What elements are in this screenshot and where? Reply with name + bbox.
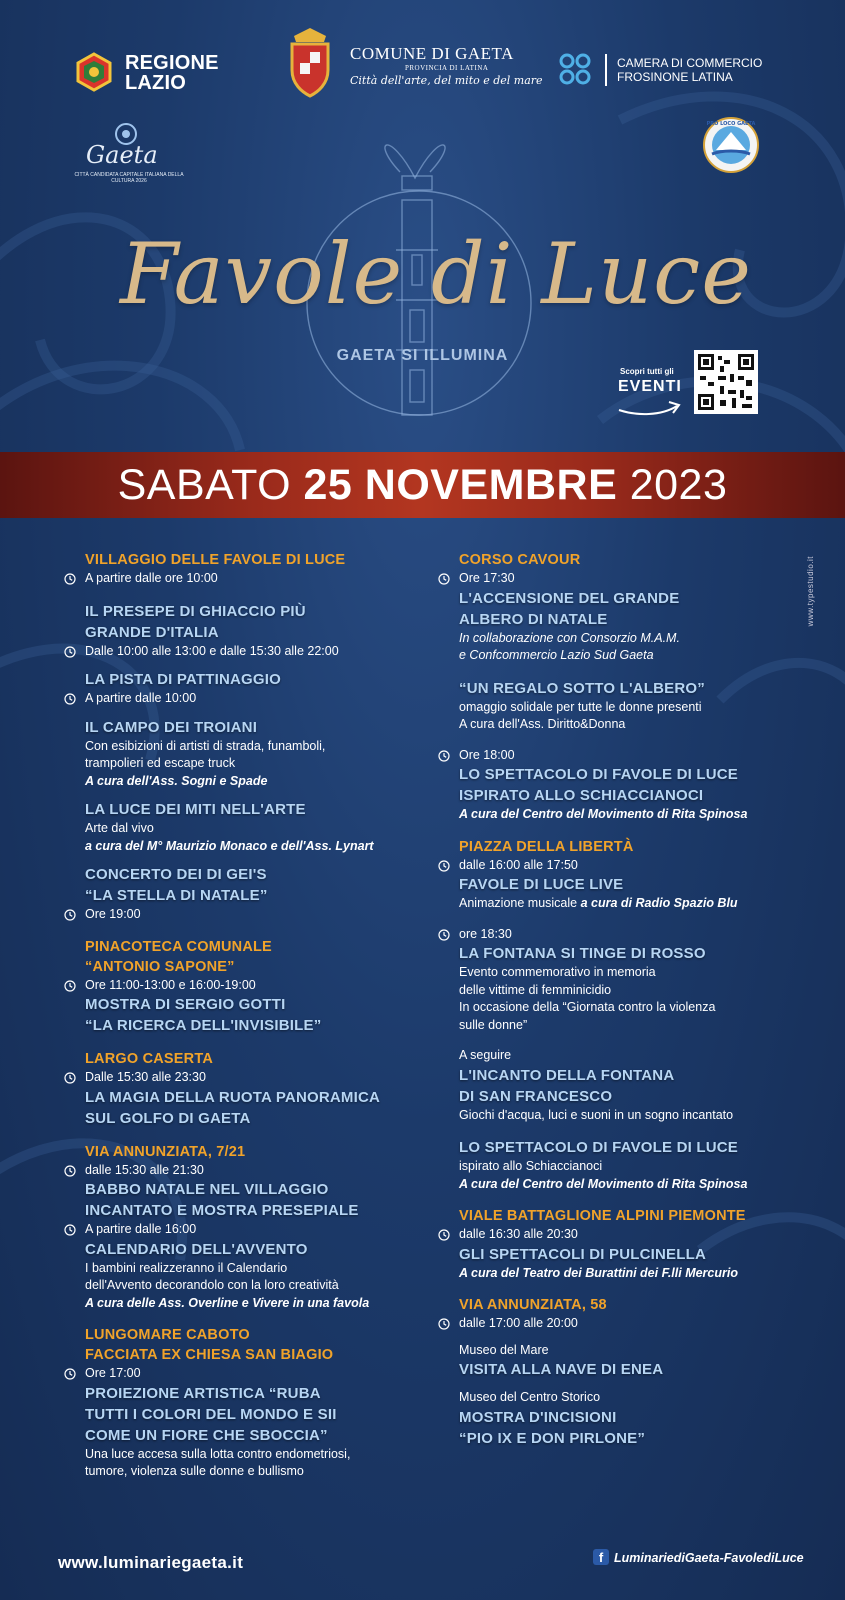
- comune-province: PROVINCIA DI LATINA: [405, 64, 489, 72]
- clock-icon: [64, 1072, 76, 1084]
- clock-icon: [438, 1229, 450, 1241]
- clock-icon: [64, 909, 76, 921]
- clock-icon: [438, 929, 450, 941]
- time-line: Ore 19:00: [85, 906, 414, 924]
- event-description: A seguire: [459, 1048, 512, 1062]
- event-description: Animazione musicale a cura di Radio Spazio Blu: [459, 896, 738, 910]
- clock-icon: [64, 1165, 76, 1177]
- event-title-line: LA PISTA DI PATTINAGGIO: [85, 671, 281, 688]
- program-entry: [438, 1137, 798, 1193]
- event-description: Giochi d'acqua, luci e suoni in un sogno incantato: [459, 1107, 734, 1122]
- event-organizer: In collaborazione con Consorzio M.A.M.: [459, 630, 680, 645]
- qr-code-icon[interactable]: [694, 350, 758, 414]
- clock-icon: [438, 1318, 450, 1330]
- event-title-line: FAVOLE DI LUCE LIVE: [459, 876, 624, 893]
- time-line: Dalle 15:30 alle 23:30: [85, 1069, 414, 1087]
- program-entry: [64, 550, 414, 588]
- program-entry: [64, 717, 414, 791]
- program-entry: [64, 937, 414, 1037]
- event-title-line: COME UN FIORE CHE SBOCCIA”: [85, 1426, 328, 1444]
- event-title: Favole di Luce: [120, 225, 752, 323]
- location-title: CORSO CAVOUR: [459, 552, 581, 568]
- facebook-icon[interactable]: f: [593, 1549, 609, 1565]
- event-title-line: ISPIRATO ALLO SCHIACCIANOCI: [459, 787, 704, 804]
- time-line: dalle 17:00 alle 20:00: [459, 1315, 798, 1333]
- event-title-line: CONCERTO DEI DI GEI'S: [85, 866, 267, 883]
- time-line: dalle 16:00 alle 17:50: [459, 857, 798, 875]
- time-line: Ore 17:00: [85, 1365, 414, 1383]
- event-description: tumore, violenza sulle donne e bullismo: [85, 1464, 304, 1478]
- program-left-column: [64, 550, 414, 1481]
- event-organizer: e Confcommercio Lazio Sud Gaeta: [459, 648, 654, 662]
- camera-commercio-name: CAMERA DI COMMERCIO FROSINONE LATINA: [617, 56, 763, 84]
- program-entry: [438, 678, 798, 734]
- clock-icon: [64, 573, 76, 585]
- location-title: VIALE BATTAGLIONE ALPINI PIEMONTE: [459, 1208, 746, 1224]
- event-title-line: “LA STELLA DI NATALE”: [85, 887, 268, 904]
- time-line: A partire dalle ore 10:00: [85, 570, 414, 588]
- clock-icon: [438, 860, 450, 872]
- location-title: VIA ANNUNZIATA, 7/21: [85, 1143, 246, 1160]
- event-description: Museo del Centro Storico: [459, 1390, 601, 1404]
- event-title-line: L'ACCENSIONE DEL GRANDE: [459, 589, 680, 607]
- event-title-line: IL PRESEPE DI GHIACCIO PIÙ: [85, 602, 306, 620]
- event-description: omaggio solidale per tutte le donne presenti: [459, 699, 702, 714]
- program-entry: [64, 601, 414, 661]
- arrow-right-icon: [617, 398, 683, 418]
- gaeta-candidate-logo: Gaeta: [86, 141, 158, 169]
- comune-motto: Città dell'arte, del mito e del mare: [350, 74, 543, 87]
- qr-label-small: Scopri tutti gli: [620, 367, 674, 376]
- event-title-line: TUTTI I COLORI DEL MONDO E SII: [85, 1405, 337, 1423]
- event-title-line: INCANTATO E MOSTRA PRESEPIALE: [85, 1202, 359, 1219]
- program-entry: [438, 837, 798, 913]
- pro-loco-badge-icon: [702, 116, 760, 174]
- camera-divider: [605, 54, 607, 86]
- event-description: sulle donne”: [459, 1017, 528, 1032]
- event-description: dell'Avvento decorandolo con la loro creatività: [85, 1278, 339, 1292]
- website-link[interactable]: www.luminariegaeta.it: [58, 1553, 244, 1572]
- event-title-line: DI SAN FRANCESCO: [459, 1087, 613, 1105]
- clock-icon: [64, 646, 76, 658]
- program-entry: [64, 669, 414, 708]
- time-line: A partire dalle 10:00: [85, 690, 414, 708]
- event-description: I bambini realizzeranno il Calendario: [85, 1260, 288, 1275]
- designer-credit: www.typestudio.it: [806, 556, 815, 627]
- time-line: ore 18:30: [459, 926, 798, 944]
- location-title: FACCIATA EX CHIESA SAN BIAGIO: [85, 1347, 334, 1363]
- clock-icon: [64, 980, 76, 992]
- clock-icon: [64, 693, 76, 705]
- program-entry: [438, 1206, 798, 1282]
- event-description: delle vittime di femminicidio: [459, 982, 612, 997]
- program-entry: [64, 1049, 414, 1129]
- event-organizer: a cura del M° Maurizio Monaco e dell'Ass. Lynart: [85, 838, 374, 853]
- time-line: dalle 15:30 alle 21:30: [85, 1162, 414, 1180]
- event-description: Una luce accesa sulla lotta contro endometriosi,: [85, 1446, 351, 1461]
- event-description: A cura dell'Ass. Diritto&Donna: [459, 717, 626, 731]
- event-title-line: BABBO NATALE NEL VILLAGGIO: [85, 1181, 329, 1198]
- event-title-line: LO SPETTACOLO DI FAVOLE DI LUCE: [459, 766, 738, 783]
- regione-lazio-emblem-icon: [74, 52, 114, 92]
- facebook-page-link[interactable]: LuminariediGaeta-FavolediLuce: [614, 1551, 804, 1565]
- camera-commercio-logo-icon: [556, 50, 594, 88]
- clock-icon: [438, 573, 450, 585]
- location-title: LUNGOMARE CABOTO: [85, 1327, 250, 1343]
- clock-icon: [64, 1224, 76, 1236]
- event-title-line: GRANDE D'ITALIA: [85, 623, 219, 641]
- event-title-line: “PIO IX E DON PIRLONE”: [459, 1429, 646, 1447]
- event-title-line: GLI SPETTACOLI DI PULCINELLA: [459, 1245, 706, 1263]
- event-description: Arte dal vivo: [85, 821, 154, 835]
- event-title-line: LO SPETTACOLO DI FAVOLE DI LUCE: [459, 1139, 738, 1156]
- event-title-line: ALBERO DI NATALE: [459, 610, 608, 628]
- program-entry: [438, 926, 798, 1035]
- program-right-column: [438, 550, 798, 1449]
- time-line: Ore 18:00: [459, 747, 798, 765]
- program-entry: [438, 550, 798, 665]
- event-title-line: “UN REGALO SOTTO L'ALBERO”: [459, 679, 705, 697]
- event-organizer: A cura del Centro del Movimento di Rita Spinosa: [459, 807, 748, 821]
- event-title-line: VISITA ALLA NAVE DI ENEA: [459, 1361, 664, 1378]
- event-description: trampolieri ed escape truck: [85, 756, 236, 770]
- program-entry: [438, 747, 798, 824]
- event-description: Evento commemorativo in memoria: [459, 965, 656, 979]
- event-title-line: SUL GOLFO DI GAETA: [85, 1109, 251, 1127]
- location-title: VIA ANNUNZIATA, 58: [459, 1297, 607, 1313]
- event-organizer: A cura delle Ass. Overline e Vivere in una favola: [85, 1295, 370, 1310]
- comune-gaeta-crest-icon: [284, 26, 336, 98]
- date-banner: [0, 452, 845, 518]
- event-title-line: L'INCANTO DELLA FONTANA: [459, 1066, 675, 1084]
- event-organizer: A cura del Centro del Movimento di Rita Spinosa: [459, 1176, 748, 1191]
- location-title: PINACOTECA COMUNALE: [85, 938, 272, 955]
- program-entry: [64, 864, 414, 924]
- event-description: Museo del Mare: [459, 1342, 549, 1357]
- location-title: VILLAGGIO DELLE FAVOLE DI LUCE: [85, 552, 346, 568]
- event-title-line: “LA RICERCA DELL'INVISIBILE”: [85, 1017, 322, 1034]
- event-organizer: A cura dell'Ass. Sogni e Spade: [85, 773, 268, 788]
- clock-icon: [438, 750, 450, 762]
- event-description: Con esibizioni di artisti di strada, funamboli,: [85, 738, 326, 753]
- qr-label-big: EVENTI: [618, 378, 682, 395]
- gaeta-candidate-caption: CITTÀ CANDIDATA CAPITALE ITALIANA DELLA CULTURA 2026: [74, 172, 184, 184]
- event-organizer: A cura del Teatro dei Burattini dei F.lli Mercurio: [459, 1265, 738, 1280]
- event-title-line: PROIEZIONE ARTISTICA “RUBA: [85, 1384, 321, 1402]
- clock-icon: [64, 1368, 76, 1380]
- event-description: In occasione della “Giornata contro la violenza: [459, 1000, 716, 1014]
- program-entry: [438, 1047, 798, 1124]
- program-entry: [64, 1142, 414, 1313]
- location-title: PIAZZA DELLA LIBERTÀ: [459, 838, 634, 855]
- date-date: 25 NOVEMBRE: [303, 461, 618, 509]
- event-title-line: IL CAMPO DEI TROIANI: [85, 718, 258, 736]
- event-title-line: MOSTRA D'INCISIONI: [459, 1408, 617, 1426]
- regione-lazio-name: REGIONE LAZIO: [125, 52, 219, 94]
- program-entry: [64, 799, 414, 855]
- date-day: SABATO: [117, 461, 292, 509]
- time-line: dalle 16:30 alle 20:30: [459, 1226, 798, 1244]
- time-line: Ore 17:30: [459, 570, 798, 588]
- date-year: 2023: [629, 461, 728, 509]
- time-line: Ore 11:00-13:00 e 16:00-19:00: [85, 977, 414, 995]
- event-description: ispirato allo Schiaccianoci: [459, 1159, 603, 1173]
- event-title-line: LA LUCE DEI MITI NELL'ARTE: [85, 801, 306, 818]
- location-title: “ANTONIO SAPONE”: [85, 958, 235, 975]
- time-line: A partire dalle 16:00: [85, 1221, 414, 1239]
- event-title-line: LA MAGIA DELLA RUOTA PANORAMICA: [85, 1088, 381, 1106]
- event-title-line: LA FONTANA SI TINGE DI ROSSO: [459, 945, 706, 962]
- event-title-line: MOSTRA DI SERGIO GOTTI: [85, 996, 286, 1013]
- program-entry: [438, 1295, 798, 1449]
- pro-loco-text: PRO LOCO GAETA: [706, 121, 756, 127]
- event-title-line: CALENDARIO DELL'AVVENTO: [85, 1240, 308, 1258]
- event-subtitle: GAETA SI ILLUMINA: [336, 347, 509, 364]
- time-line: Dalle 10:00 alle 13:00 e dalle 15:30 alle 22:00: [85, 643, 414, 661]
- program-entry: [64, 1325, 414, 1481]
- location-title: LARGO CASERTA: [85, 1051, 213, 1067]
- comune-gaeta-title: COMUNE DI GAETA: [350, 44, 514, 63]
